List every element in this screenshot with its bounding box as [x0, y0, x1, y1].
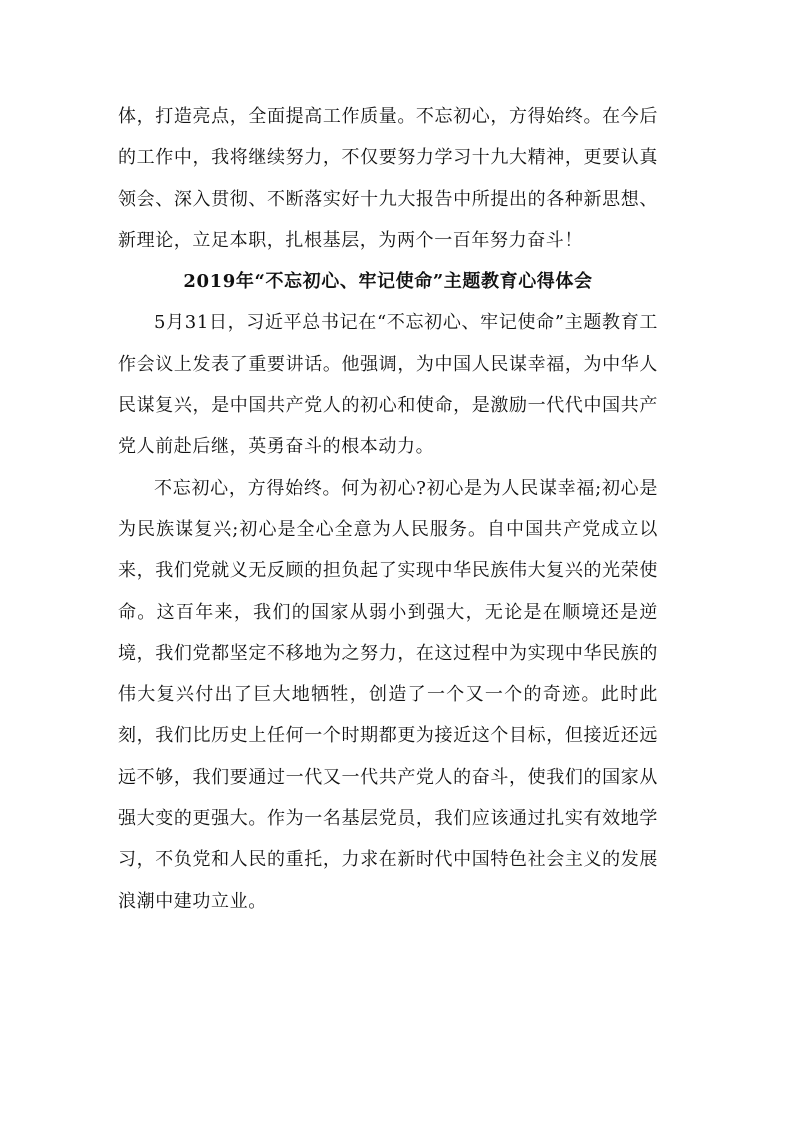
continuation-paragraph: 体，打造亮点，全面提高工作质量。不忘初心，方得始终。在今后的工作中，我将继续努力，不仅要努力学习十九大精神，更要认真领会、深入贯彻、不断落实好十九大报告中所提出的各种新思想、新理论，立足本职，扎根基层，为两个一百年努力奋斗！ — [118, 106, 658, 251]
document-body — [118, 96, 658, 922]
body-paragraph-1: 5月31日，习近平总书记在“不忘初心、牢记使命”主题教育工作会议上发表了重要讲话。他强调，为中国人民谋幸福，为中华人民谋复兴，是中国共产党人的初心和使命，是激励一代代中国共产党人前赴后继，英勇奋斗的根本动力。 — [118, 312, 658, 458]
article-title: 2019年“不忘初心、牢记使命”主题教育心得体会 — [183, 271, 593, 293]
body-paragraph-2: 不忘初心，方得始终。何为初心?初心是为人民谋幸福;初心是为民族谋复兴;初心是全心全意为人民服务。自中国共产党成立以来，我们党就义无反顾的担负起了实现中华民族伟大复兴的光荣使命。这百年来，我们的国家从弱小到强大，无论是在顺境还是逆境，我们党都坚定不移地为之努力，在这过程中为实现中华民族的伟大复兴付出了巨大地牺牲，创造了一个又一个的奇迹。此时此刻，我们比历史上任何一个时期都更为接近这个目标，但接近还远远不够，我们要通过一代又一代共产党人的奋斗，使我们的国家从强大变的更强大。作为一名基层党员，我们应该通过扎实有效地学习，不负党和人民的重托，力求在新时代中国特色社会主义的发展浪潮中建功立业。 — [118, 477, 658, 912]
